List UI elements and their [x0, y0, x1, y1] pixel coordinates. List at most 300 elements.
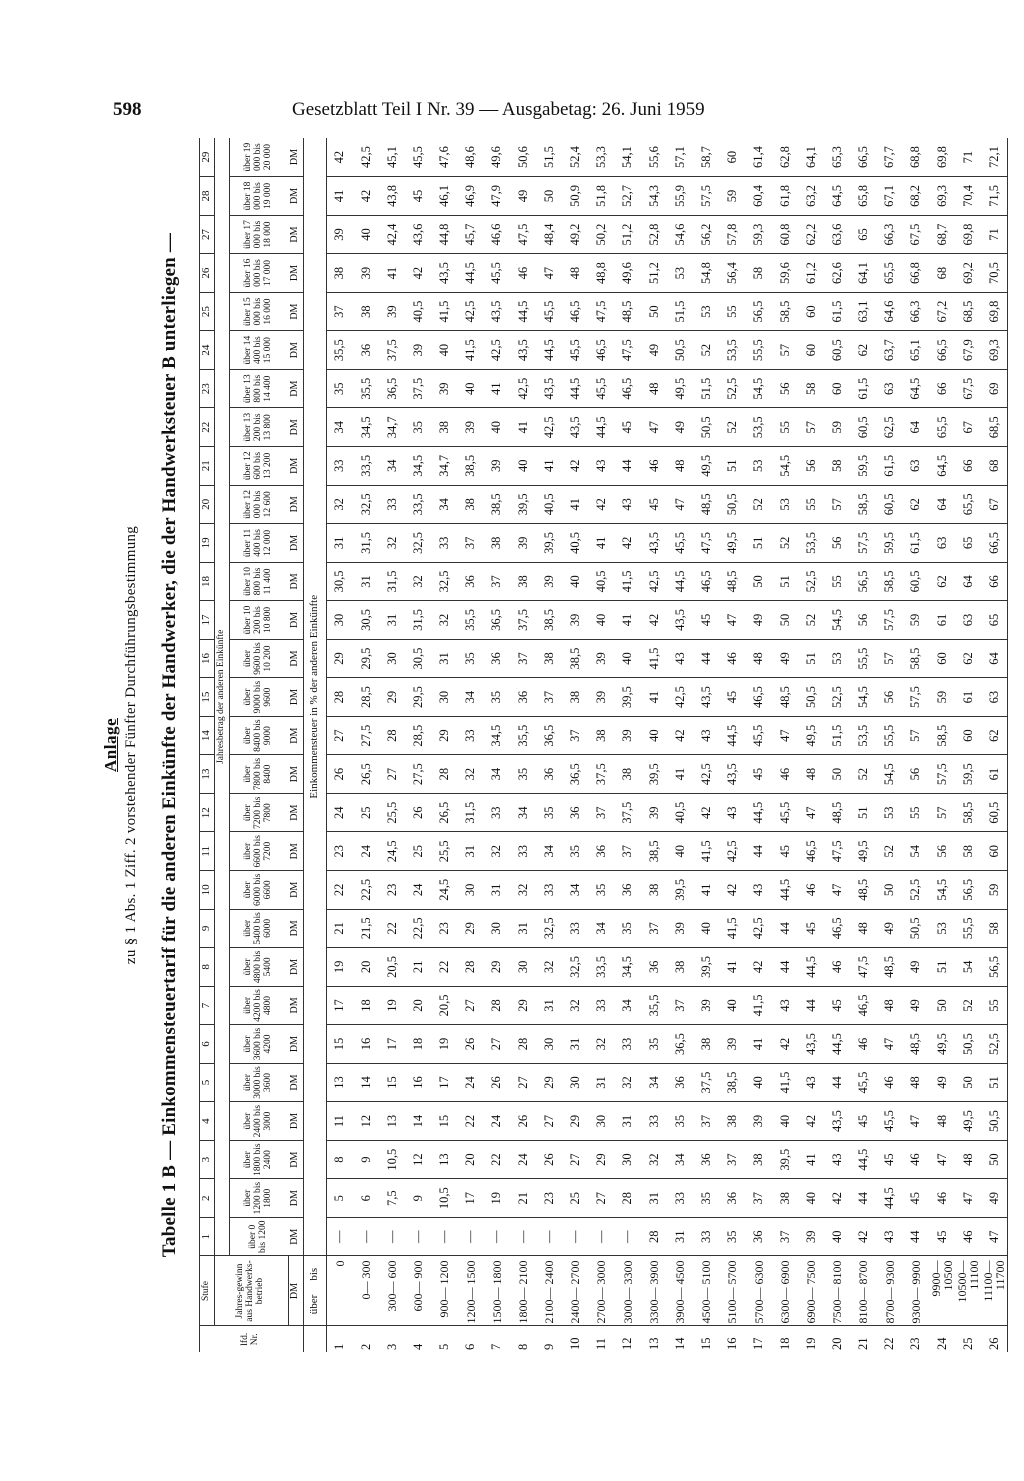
bracket-range: über 15 000 bis 16 000	[230, 292, 289, 331]
tax-rate-cell: 51	[746, 524, 772, 563]
tax-rate-cell: 60,5	[981, 793, 1008, 832]
table-body	[303, 138, 1008, 1352]
tax-rate-cell: 40	[562, 562, 588, 601]
tax-rate-cell: —	[405, 1217, 431, 1256]
tax-rate-cell: 56	[772, 369, 798, 408]
tax-rate-cell: 70,5	[981, 254, 1008, 293]
tax-rate-cell: 61,5	[876, 447, 902, 486]
tax-rate-cell: 22,5	[405, 909, 431, 948]
tax-rate-cell: 42	[353, 177, 379, 216]
tax-rate-cell: 45	[903, 1179, 929, 1218]
tax-rate-cell: 39,5	[693, 948, 719, 987]
bracket-unit: DM	[288, 986, 303, 1025]
tax-rate-cell: 12	[405, 1140, 431, 1179]
tax-rate-cell: 35,5	[457, 601, 483, 640]
tax-rate-cell: 40,5	[667, 793, 693, 832]
tax-rate-cell: 60	[798, 331, 824, 370]
tax-rate-cell: 59,5	[850, 447, 876, 486]
tax-rate-cell: 50	[746, 562, 772, 601]
bracket-range: über 9000 bis 9600	[230, 678, 289, 717]
tax-rate-cell: 54,8	[693, 254, 719, 293]
bracket-unit: DM	[288, 408, 303, 447]
tax-rate-cell: 63,2	[798, 177, 824, 216]
row-gain-range: 1200— 1500	[457, 1256, 483, 1326]
tax-rate-cell: 50	[929, 986, 955, 1025]
tax-rate-cell: 38	[510, 562, 536, 601]
header-stufe: Stufe	[200, 1256, 215, 1326]
tax-rate-cell: 48	[562, 254, 588, 293]
tax-rate-cell: 41,5	[615, 562, 641, 601]
tax-rate-cell: 41	[536, 447, 562, 486]
tax-rate-cell: 59,6	[772, 254, 798, 293]
tax-rate-cell: 39	[484, 447, 510, 486]
tax-rate-cell: 32,5	[562, 948, 588, 987]
tax-rate-cell: 42	[562, 447, 588, 486]
tax-rate-cell: 41,5	[746, 986, 772, 1025]
tax-rate-cell: 47	[536, 254, 562, 293]
tax-rate-cell: 58	[746, 254, 772, 293]
table-row	[667, 138, 693, 1352]
tax-rate-cell: 31,5	[405, 601, 431, 640]
row-number: 20	[829, 1337, 844, 1350]
bracket-unit: DM	[288, 177, 303, 216]
tax-rate-cell: 45	[824, 986, 850, 1025]
tax-rate-cell: 51,2	[615, 215, 641, 254]
tax-rate-cell: 29,5	[353, 639, 379, 678]
tax-rate-cell: 34	[536, 832, 562, 871]
tax-rate-cell: 35	[588, 871, 614, 910]
tax-rate-cell: 37	[667, 986, 693, 1025]
tax-rate-cell: 24	[457, 1063, 483, 1102]
tax-rate-cell: 56	[850, 601, 876, 640]
tax-rate-cell: 46	[903, 1140, 929, 1179]
tax-rate-cell: 64,1	[798, 138, 824, 177]
tax-rate-cell: 67	[981, 485, 1008, 524]
tax-rate-cell: 24	[405, 871, 431, 910]
tax-rate-cell: 34	[667, 1140, 693, 1179]
tax-rate-cell: 29	[457, 909, 483, 948]
tax-rate-cell: 43	[719, 793, 745, 832]
row-number: 8	[515, 1343, 530, 1350]
tax-rate-cell: 41	[484, 369, 510, 408]
row-gain-range: 5100— 5700	[719, 1256, 745, 1326]
tax-rate-cell: 19	[326, 948, 353, 987]
tax-rate-cell: 48,5	[772, 678, 798, 717]
tax-rate-cell: 48,5	[615, 292, 641, 331]
bracket-number: 6	[200, 1025, 215, 1064]
tax-rate-cell: 46,5	[615, 369, 641, 408]
tax-rate-cell: 64	[981, 639, 1008, 678]
tax-rate-cell: 44,5	[667, 562, 693, 601]
tax-rate-cell: 43,5	[562, 408, 588, 447]
bracket-number: 8	[200, 948, 215, 987]
row-gain-range: 1500— 1800	[484, 1256, 510, 1326]
tax-rate-cell: 55,9	[667, 177, 693, 216]
tax-rate-cell: 44,5	[457, 254, 483, 293]
tax-rate-cell: 46,5	[850, 986, 876, 1025]
bracket-unit: DM	[288, 716, 303, 755]
tax-rate-cell: 59	[719, 177, 745, 216]
bracket-number: 25	[200, 292, 215, 331]
tax-rate-cell: 17	[379, 1025, 405, 1064]
row-gain-range: 2400— 2700	[562, 1256, 588, 1326]
tax-rate-cell: 30	[588, 1102, 614, 1141]
tax-rate-cell: 47	[719, 601, 745, 640]
tax-rate-cell: 61,4	[746, 138, 772, 177]
tax-rate-cell: 34,5	[405, 447, 431, 486]
tax-rate-cell: 47	[667, 485, 693, 524]
tax-rate-cell: 28	[615, 1179, 641, 1218]
tax-rate-cell: 40	[719, 986, 745, 1025]
tax-rate-cell: 51,5	[667, 292, 693, 331]
rotated-table-block	[101, 130, 1008, 1360]
tax-rate-cell: 57,5	[903, 678, 929, 717]
tax-rate-cell: 45,5	[876, 1102, 902, 1141]
bracket-range: über 14 400 bis 15 000	[230, 331, 289, 370]
tax-rate-cell: 61	[981, 755, 1008, 794]
table-row	[746, 138, 772, 1352]
tax-rate-cell: 36	[641, 948, 667, 987]
anlage-reference: zu § 1 Abs. 1 Ziff. 2 vorstehender Fünfter Durchführungsbestimmung	[123, 525, 139, 965]
tax-rate-cell: 37	[588, 793, 614, 832]
tax-rate-cell: 57	[798, 408, 824, 447]
tax-rate-cell: 45	[719, 678, 745, 717]
tax-rate-cell: 51,5	[824, 716, 850, 755]
tax-rate-cell: 31	[431, 639, 457, 678]
tax-rate-cell: 46,5	[824, 909, 850, 948]
tax-rate-cell: 65,5	[876, 254, 902, 293]
row-number: 7	[489, 1343, 504, 1350]
tax-rate-cell: 51,2	[641, 254, 667, 293]
tax-rate-cell: 51	[981, 1063, 1008, 1102]
tax-rate-cell: 60,8	[772, 215, 798, 254]
tax-rate-cell: 39	[798, 1217, 824, 1256]
table-row	[510, 138, 536, 1352]
row-number: 10	[568, 1337, 583, 1350]
tax-rate-cell: 58,5	[903, 639, 929, 678]
tax-rate-cell: 25	[405, 832, 431, 871]
tax-rate-cell: 46	[798, 871, 824, 910]
tax-rate-cell: 33	[510, 832, 536, 871]
tax-rate-cell: 43,5	[693, 678, 719, 717]
tax-rate-cell: 28	[379, 716, 405, 755]
tax-rate-cell: 43	[667, 639, 693, 678]
tax-rate-cell: 41	[379, 254, 405, 293]
table-row	[431, 138, 457, 1352]
tax-rate-cell: 55	[903, 793, 929, 832]
tax-rate-cell: 56	[929, 832, 955, 871]
tax-rate-cell: 50,9	[562, 177, 588, 216]
tax-rate-cell: 69,3	[929, 177, 955, 216]
bracket-range: über 7800 bis 8400	[230, 755, 289, 794]
table-row	[798, 138, 824, 1352]
tax-rate-cell: 48	[667, 447, 693, 486]
table-row	[929, 138, 955, 1352]
tax-rate-cell: 53	[693, 292, 719, 331]
tax-rate-cell: 31	[353, 562, 379, 601]
tax-rate-cell: 30	[510, 948, 536, 987]
tax-rate-cell: 40	[484, 408, 510, 447]
tax-rate-cell: 45,5	[588, 369, 614, 408]
tax-rate-cell: 47,5	[615, 331, 641, 370]
tax-rate-cell: 59	[929, 678, 955, 717]
tax-rate-cell: 39	[431, 369, 457, 408]
tax-rate-cell: 65,5	[955, 485, 981, 524]
tax-rate-cell: 41	[641, 678, 667, 717]
row-number: 1	[332, 1343, 347, 1350]
tax-rate-cell: 42,5	[641, 562, 667, 601]
tax-rate-cell: 48	[876, 986, 902, 1025]
row-number: 16	[725, 1337, 740, 1350]
tax-rate-cell: 30	[379, 639, 405, 678]
tax-rate-cell: 62	[903, 485, 929, 524]
tax-rate-cell: 15	[431, 1102, 457, 1141]
tax-rate-cell: 35	[457, 639, 483, 678]
page-number: 598	[113, 99, 142, 120]
tax-rate-cell: 36	[353, 331, 379, 370]
tax-rate-cell: 40	[641, 716, 667, 755]
tax-rate-cell: 36	[536, 755, 562, 794]
tax-rate-cell: 32	[562, 986, 588, 1025]
tax-rate-cell: 5	[326, 1179, 353, 1218]
tax-rate-cell: 65,3	[824, 138, 850, 177]
bracket-unit: DM	[288, 1063, 303, 1102]
tax-rate-cell: 42	[641, 601, 667, 640]
tax-rate-cell: 57,8	[719, 215, 745, 254]
tax-rate-cell: 44	[693, 639, 719, 678]
tax-rate-cell: 55,5	[746, 331, 772, 370]
bracket-range: über 4800 bis 5400	[230, 948, 289, 987]
tax-rate-cell: 57,5	[876, 601, 902, 640]
tax-rate-cell: 65	[850, 215, 876, 254]
row-number: 24	[934, 1337, 949, 1350]
tax-rate-cell: 49	[981, 1179, 1008, 1218]
tax-rate-cell: 47,5	[588, 292, 614, 331]
tax-rate-cell: 17	[457, 1179, 483, 1218]
tax-rate-cell: 38	[457, 485, 483, 524]
tax-rate-cell: 33	[641, 1102, 667, 1141]
tax-rate-cell: 65,1	[903, 331, 929, 370]
tax-rate-cell: 63	[903, 447, 929, 486]
tax-rate-cell: 39	[536, 562, 562, 601]
tax-rate-cell: 33,5	[405, 485, 431, 524]
table-row	[693, 138, 719, 1352]
tax-rate-cell: 34	[379, 447, 405, 486]
tax-rate-cell: 44	[772, 909, 798, 948]
tax-rate-cell: 46	[876, 1063, 902, 1102]
bracket-number: 4	[200, 1102, 215, 1141]
tax-rate-cell: 52,5	[903, 871, 929, 910]
tax-rate-cell: 43	[746, 871, 772, 910]
tax-rate-cell: 61,8	[772, 177, 798, 216]
table-header	[200, 138, 304, 1352]
bracket-unit: DM	[288, 1140, 303, 1179]
tax-rate-cell: 34,7	[431, 447, 457, 486]
tax-rate-cell: 65,5	[929, 408, 955, 447]
tax-rate-cell: 38	[536, 639, 562, 678]
tax-rate-cell: 21	[510, 1179, 536, 1218]
tax-rate-cell: 68,5	[981, 408, 1008, 447]
bracket-number: 20	[200, 485, 215, 524]
tax-rate-cell: 30	[431, 678, 457, 717]
tax-rate-cell: 49,5	[929, 1025, 955, 1064]
tax-rate-cell: 53,5	[850, 716, 876, 755]
tax-rate-cell: 37	[746, 1179, 772, 1218]
row-gain-range: 9900—10500	[929, 1256, 955, 1326]
tax-rate-cell: 36	[588, 832, 614, 871]
tax-rate-cell: 14	[353, 1063, 379, 1102]
tax-rate-cell: 54,3	[641, 177, 667, 216]
tax-rate-cell: 47	[903, 1102, 929, 1141]
tax-rate-cell: 58	[798, 369, 824, 408]
tax-rate-cell: 66,8	[903, 254, 929, 293]
tax-rate-cell: 50,5	[981, 1102, 1008, 1141]
tax-rate-cell: 67,5	[903, 215, 929, 254]
tax-rate-cell: 55	[772, 408, 798, 447]
tax-rate-cell: 60,5	[903, 562, 929, 601]
tax-rate-cell: 13	[379, 1102, 405, 1141]
tax-rate-cell: 28,5	[405, 716, 431, 755]
tax-rate-cell: 64,1	[850, 254, 876, 293]
tax-rate-cell: 53	[824, 639, 850, 678]
tax-rate-cell: 37	[457, 524, 483, 563]
tax-rate-cell: 18	[353, 986, 379, 1025]
tax-rate-cell: 8	[326, 1140, 353, 1179]
bracket-unit: DM	[288, 1102, 303, 1141]
tax-rate-cell: 43,5	[798, 1025, 824, 1064]
tax-rate-cell: 65,8	[850, 177, 876, 216]
tax-rate-cell: 55	[824, 562, 850, 601]
tax-rate-cell: 6	[353, 1179, 379, 1218]
tax-rate-cell: 53	[772, 485, 798, 524]
tax-rate-cell: 49	[903, 986, 929, 1025]
tax-rate-cell: 60	[981, 832, 1008, 871]
tax-rate-cell: 41	[588, 524, 614, 563]
tax-rate-cell: 56,5	[955, 871, 981, 910]
tax-rate-cell: 71	[955, 138, 981, 177]
tax-rate-cell: 39,5	[510, 485, 536, 524]
tax-rate-cell: 30	[536, 1025, 562, 1064]
tax-rate-cell: 46,5	[798, 832, 824, 871]
bracket-number: 10	[200, 871, 215, 910]
tax-rate-cell: 27	[536, 1102, 562, 1141]
tax-rate-cell: 24	[353, 832, 379, 871]
tax-rate-cell: 25,5	[431, 832, 457, 871]
tax-rate-cell: 58,5	[772, 292, 798, 331]
tax-rate-cell: 32	[431, 601, 457, 640]
tax-rate-cell: 52,8	[641, 215, 667, 254]
tax-rate-cell: 32	[484, 832, 510, 871]
tax-rate-cell: 52	[876, 832, 902, 871]
tax-rate-cell: 36	[510, 678, 536, 717]
tax-rate-cell: 41,5	[431, 292, 457, 331]
row-number: 15	[698, 1337, 713, 1350]
tax-rate-cell: 63	[955, 601, 981, 640]
bracket-unit: DM	[288, 447, 303, 486]
tax-rate-cell: 47	[876, 1025, 902, 1064]
table-row	[850, 138, 876, 1352]
tax-rate-cell: 58	[981, 909, 1008, 948]
tax-rate-cell: 31,5	[353, 524, 379, 563]
tax-rate-cell: 38	[719, 1102, 745, 1141]
tax-rate-cell: 40	[798, 1179, 824, 1218]
tax-rate-cell: 44	[615, 447, 641, 486]
tax-rate-cell: 36	[719, 1179, 745, 1218]
bracket-number: 13	[200, 755, 215, 794]
tax-rate-cell: 63,1	[850, 292, 876, 331]
tax-rate-cell: 35,5	[326, 331, 353, 370]
bracket-number: 27	[200, 215, 215, 254]
tax-rate-cell: 26	[536, 1140, 562, 1179]
tax-rate-cell: —	[562, 1217, 588, 1256]
tax-rate-cell: —	[615, 1217, 641, 1256]
tax-rate-cell: 69,8	[981, 292, 1008, 331]
row-gain-range: 2100— 2400	[536, 1256, 562, 1326]
tax-rate-cell: 72,1	[981, 138, 1008, 177]
tax-rate-cell: 43	[824, 1140, 850, 1179]
tax-rate-cell: 33	[588, 986, 614, 1025]
tax-rate-cell: 52,5	[981, 1025, 1008, 1064]
tax-rate-cell: 33	[693, 1217, 719, 1256]
tax-rate-cell: 20	[405, 986, 431, 1025]
tax-rate-cell: 71,5	[981, 177, 1008, 216]
tax-rate-cell: 34	[641, 1063, 667, 1102]
tax-rate-cell: 58,5	[850, 485, 876, 524]
table-row	[981, 138, 1008, 1352]
tax-rate-cell: 44,5	[510, 292, 536, 331]
bracket-unit: DM	[288, 909, 303, 948]
tax-rate-cell: 34,5	[353, 408, 379, 447]
tax-rate-cell: 42	[588, 485, 614, 524]
tax-rate-cell: 43	[615, 485, 641, 524]
tax-rate-cell: 49	[876, 909, 902, 948]
tax-rate-cell: 69	[981, 369, 1008, 408]
tax-rate-cell: 11	[326, 1102, 353, 1141]
tax-rate-cell: 42,5	[353, 138, 379, 177]
bracket-unit: DM	[288, 1217, 303, 1256]
tax-rate-cell: 63,7	[876, 331, 902, 370]
tax-rate-cell: 49,5	[850, 832, 876, 871]
tax-rate-cell: 66	[981, 562, 1008, 601]
tax-rate-cell: 26	[510, 1102, 536, 1141]
tax-rate-cell: 44,5	[850, 1140, 876, 1179]
tax-rate-cell: 28	[457, 948, 483, 987]
bracket-number: 2	[200, 1179, 215, 1218]
tax-rate-cell: 45	[746, 755, 772, 794]
tax-rate-cell: 48	[798, 755, 824, 794]
tax-rate-cell: 33,5	[588, 948, 614, 987]
tax-rate-cell: 54,5	[929, 871, 955, 910]
tax-rate-cell: 28	[510, 1025, 536, 1064]
bracket-range: über 16 000 bis 17 000	[230, 254, 289, 293]
tax-rate-cell: 38,5	[562, 639, 588, 678]
tax-rate-cell: 59,5	[876, 524, 902, 563]
tax-rate-cell: 24	[326, 793, 353, 832]
tax-rate-cell: 26	[457, 1025, 483, 1064]
tax-rate-cell: 67	[955, 408, 981, 447]
bracket-number: 3	[200, 1140, 215, 1179]
tax-rate-cell: 37	[693, 1102, 719, 1141]
tax-rate-cell: 46,5	[746, 678, 772, 717]
tax-rate-cell: 60	[824, 369, 850, 408]
row-gain-range: 1800— 2100	[510, 1256, 536, 1326]
bracket-number: 9	[200, 909, 215, 948]
tax-rate-cell: 26	[326, 755, 353, 794]
tax-rate-cell: 43,5	[536, 369, 562, 408]
tax-rate-cell: 31	[536, 986, 562, 1025]
tax-rate-cell: 63	[876, 369, 902, 408]
tax-rate-cell: 48	[850, 909, 876, 948]
